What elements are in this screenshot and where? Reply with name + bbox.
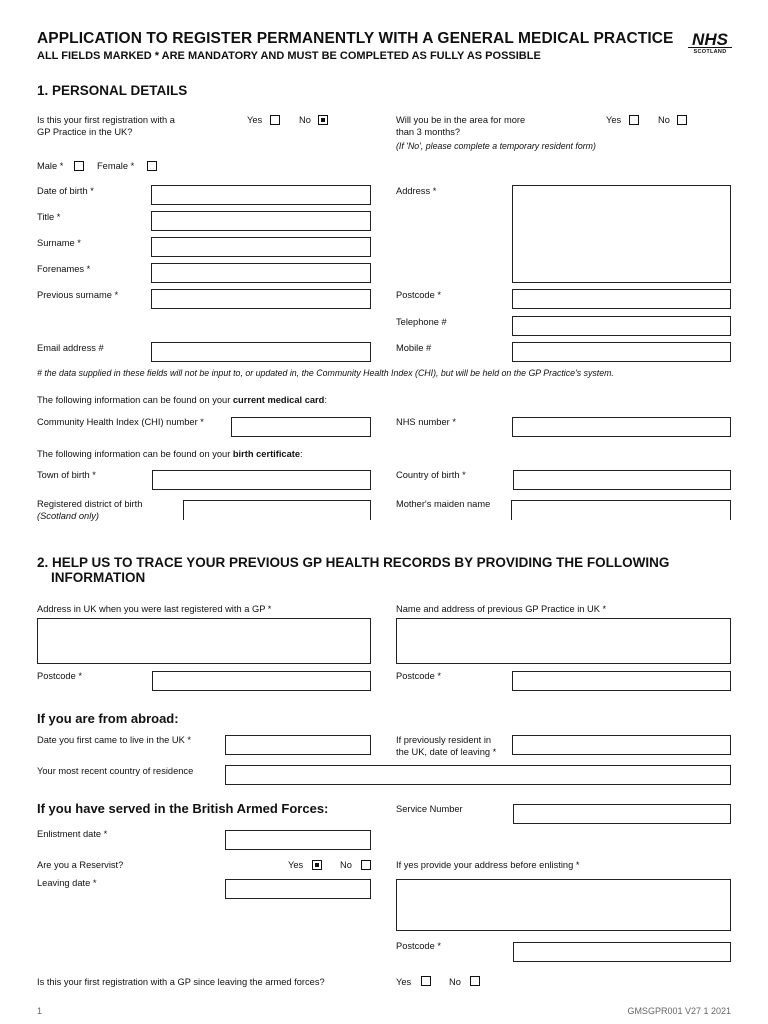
first-since-no-label: No xyxy=(449,977,461,987)
prev-resident-line2: the UK, date of leaving * xyxy=(396,747,497,757)
country-birth-label: Country of birth * xyxy=(396,470,466,480)
area-label-line1: Will you be in the area for more xyxy=(396,115,526,125)
form-title: APPLICATION TO REGISTER PERMANENTLY WITH A GENERAL MEDICAL PRACTICE xyxy=(37,30,674,47)
prev-surname-label: Previous surname * xyxy=(37,290,119,300)
prev-practice-postcode-field[interactable] xyxy=(512,671,731,691)
surname-label: Surname * xyxy=(37,238,81,248)
first-since-label: Is this your first registration with a GP since leaving the armed forces? xyxy=(37,977,325,987)
first-reg-label xyxy=(37,114,175,138)
mobile-field[interactable] xyxy=(512,342,731,362)
country-birth-field[interactable] xyxy=(513,470,731,490)
before-postcode-label: Postcode * xyxy=(396,941,441,951)
chi-field[interactable] xyxy=(231,417,371,437)
before-postcode-field[interactable] xyxy=(513,942,731,962)
telephone-field[interactable] xyxy=(512,316,731,336)
area-yes-checkbox[interactable] xyxy=(629,115,639,125)
email-field[interactable] xyxy=(151,342,371,362)
nhs-number-field[interactable] xyxy=(512,417,731,437)
prev-resident-label xyxy=(396,734,496,758)
med-card-text: The following information can be found on your xyxy=(37,395,233,405)
first-reg-yes-checkbox[interactable] xyxy=(270,115,280,125)
section2-title-line2: INFORMATION xyxy=(51,570,146,585)
prev-practice-field[interactable] xyxy=(396,618,731,664)
address-before-field[interactable] xyxy=(396,879,731,931)
prev-surname-field[interactable] xyxy=(151,289,371,309)
form-code: GMSGPR001 V27 1 2021 xyxy=(627,1006,731,1016)
leaving-label: Leaving date * xyxy=(37,878,97,888)
med-card-bold: current medical card xyxy=(232,395,325,405)
birth-cert-bold: birth certificate xyxy=(232,449,301,459)
female-checkbox[interactable] xyxy=(147,161,157,171)
chi-label: Community Health Index (CHI) number * xyxy=(37,417,204,427)
male-label: Male * xyxy=(37,161,64,171)
last-addr-label: Address in UK when you were last registered with a GP * xyxy=(37,604,272,614)
med-card-intro xyxy=(37,394,327,406)
area-note: (If 'No', please complete a temporary resident form) xyxy=(396,141,596,151)
first-reg-label-line2: GP Practice in the UK? xyxy=(37,127,133,137)
med-card-colon: : xyxy=(324,395,327,405)
maiden-label: Mother's maiden name xyxy=(396,499,491,509)
section1-title: 1. PERSONAL DETAILS xyxy=(37,83,188,98)
form-subtitle: ALL FIELDS MARKED * ARE MANDATORY AND MUST BE COMPLETED AS FULLY AS POSSIBLE xyxy=(37,50,541,62)
birth-cert-intro xyxy=(37,448,303,460)
title-label: Title * xyxy=(37,212,61,222)
area-yes-label: Yes xyxy=(606,115,622,125)
nhs-number-label: NHS number * xyxy=(396,417,456,427)
service-number-field[interactable] xyxy=(513,804,731,824)
logo-nhs-text: NHS xyxy=(692,30,728,49)
town-birth-label: Town of birth * xyxy=(37,470,96,480)
first-since-no-checkbox[interactable] xyxy=(470,976,480,986)
scotland-only-note: (Scotland only) xyxy=(37,511,100,521)
address-before-label: If yes provide your address before enlisting * xyxy=(396,860,580,870)
reservist-label: Are you a Reservist? xyxy=(37,860,124,870)
last-postcode-field[interactable] xyxy=(152,671,371,691)
first-reg-yes-label: Yes xyxy=(247,115,263,125)
last-addr-field[interactable] xyxy=(37,618,371,664)
recent-country-label: Your most recent country of residence xyxy=(37,766,194,776)
mobile-label: Mobile # xyxy=(396,343,432,353)
first-reg-no-checkbox[interactable] xyxy=(318,115,328,125)
section2-title-line1: 2. HELP US TO TRACE YOUR PREVIOUS GP HEALTH RECORDS BY PROVIDING THE FOLLOWING xyxy=(37,555,670,570)
first-came-field[interactable] xyxy=(225,735,371,755)
forenames-label: Forenames * xyxy=(37,264,91,274)
logo-scotland-text: SCOTLAND xyxy=(688,47,732,55)
prev-practice-label: Name and address of previous GP Practice in UK * xyxy=(396,604,607,614)
forces-title: If you have served in the British Armed Forces: xyxy=(37,801,329,816)
maiden-field[interactable] xyxy=(511,500,731,520)
reg-district-field[interactable] xyxy=(183,500,371,520)
birth-cert-colon: : xyxy=(300,449,303,459)
first-came-label: Date you first came to live in the UK * xyxy=(37,735,191,745)
dob-label: Date of birth * xyxy=(37,186,94,196)
postcode-label: Postcode * xyxy=(396,290,441,300)
reservist-no-label: No xyxy=(340,860,352,870)
area-label xyxy=(396,114,525,138)
nhs-scotland-logo xyxy=(688,30,732,55)
title-field[interactable] xyxy=(151,211,371,231)
first-since-yes-label: Yes xyxy=(396,977,412,987)
prev-practice-postcode-label: Postcode * xyxy=(396,671,441,681)
reservist-yes-label: Yes xyxy=(288,860,304,870)
reservist-yes-checkbox[interactable] xyxy=(312,860,322,870)
forenames-field[interactable] xyxy=(151,263,371,283)
postcode-field[interactable] xyxy=(512,289,731,309)
first-reg-label-line1: Is this your first registration with a xyxy=(37,115,175,125)
reservist-no-checkbox[interactable] xyxy=(361,860,371,870)
abroad-title: If you are from abroad: xyxy=(37,711,179,726)
hash-note: # the data supplied in these fields will not be input to, or updated in, the Community Health Index (CHI), but will be held on the GP Practice's system. xyxy=(37,368,614,378)
address-field[interactable] xyxy=(512,185,731,283)
area-no-checkbox[interactable] xyxy=(677,115,687,125)
last-postcode-label: Postcode * xyxy=(37,671,82,681)
reg-district-label xyxy=(37,498,142,522)
date-leaving-field[interactable] xyxy=(512,735,731,755)
first-reg-no-label: No xyxy=(299,115,311,125)
reg-district-text: Registered district of birth xyxy=(37,499,143,509)
surname-field[interactable] xyxy=(151,237,371,257)
enlistment-label: Enlistment date * xyxy=(37,829,108,839)
address-label: Address * xyxy=(396,186,437,196)
enlistment-field[interactable] xyxy=(225,830,371,850)
leaving-field[interactable] xyxy=(225,879,371,899)
telephone-label: Telephone # xyxy=(396,317,447,327)
page-number: 1 xyxy=(37,1006,43,1016)
prev-resident-line1: If previously resident in xyxy=(396,735,492,745)
town-birth-field[interactable] xyxy=(152,470,371,490)
service-number-label: Service Number xyxy=(396,804,463,814)
section2-title xyxy=(37,555,669,585)
birth-cert-text: The following information can be found on your xyxy=(37,449,233,459)
email-label: Email address # xyxy=(37,343,104,353)
male-checkbox[interactable] xyxy=(74,161,84,171)
dob-field[interactable] xyxy=(151,185,371,205)
area-no-label: No xyxy=(658,115,670,125)
recent-country-field[interactable] xyxy=(225,765,731,785)
area-label-line2: than 3 months? xyxy=(396,127,461,137)
female-label: Female * xyxy=(97,161,135,171)
first-since-yes-checkbox[interactable] xyxy=(421,976,431,986)
